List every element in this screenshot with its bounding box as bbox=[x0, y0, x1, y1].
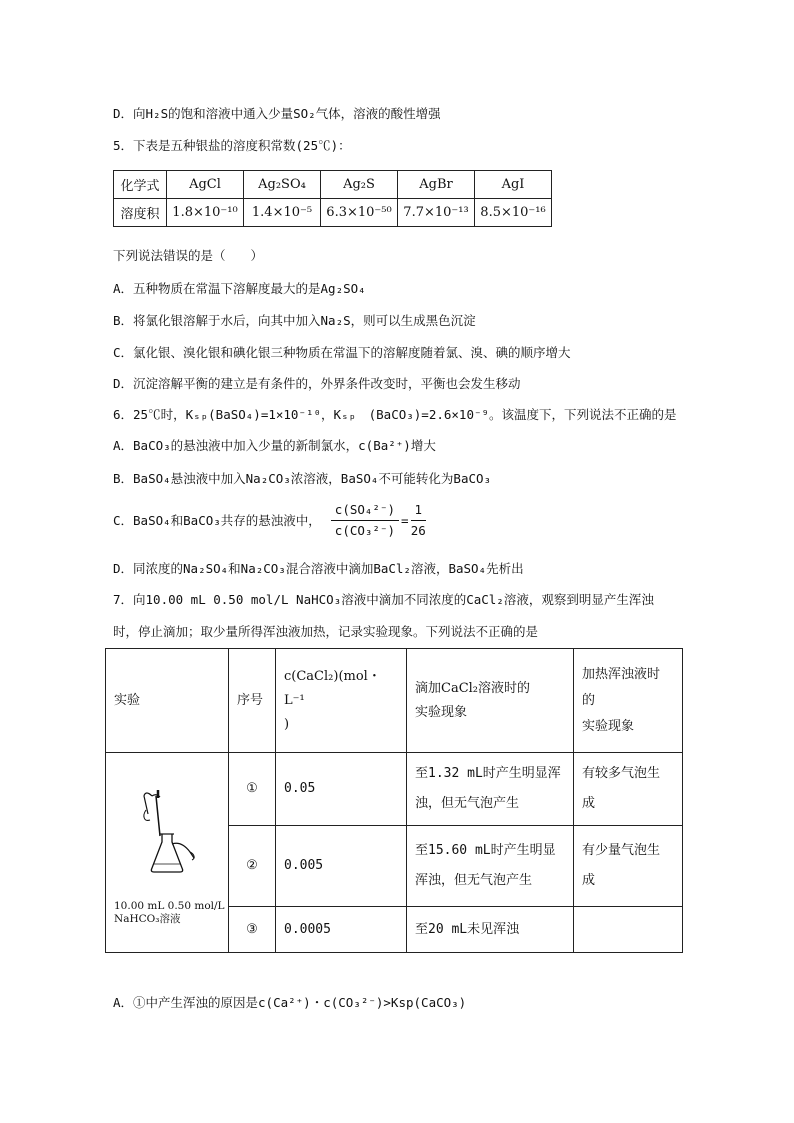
row-concentration: 0.005 bbox=[276, 826, 407, 907]
table-cell: 化学式 bbox=[114, 171, 167, 199]
table-row bbox=[114, 171, 552, 199]
fraction-numerator: c(SO₄²⁻) bbox=[331, 500, 399, 521]
header-heat-line: 的 bbox=[582, 692, 596, 708]
row-drip-line: 至15.60 mL时产生明显 bbox=[415, 843, 556, 858]
fraction-denominator: 26 bbox=[410, 523, 426, 538]
row-drip-line: 至1.32 mL时产生明显浑 bbox=[415, 766, 561, 781]
q6-stem: 6．25℃时，Kₛₚ(BaSO₄)=1×10⁻¹⁰，Kₛₚ (BaCO₃)=2.6×10⁻⁹。该温度下，下列说法不正确的是 bbox=[113, 407, 677, 422]
figure-label-1: 10.00 mL 0.50 mol/L bbox=[114, 899, 225, 912]
equals-sign: = bbox=[401, 512, 409, 528]
table-row bbox=[106, 649, 683, 753]
table-cell: 1.8×10⁻¹⁰ bbox=[167, 199, 244, 227]
table-cell: 6.3×10⁻⁵⁰ bbox=[321, 199, 398, 227]
q6-option-c-prefix: C．BaSO₄和BaCO₃共存的悬浊液中， bbox=[113, 512, 321, 528]
row-heat-phenomenon bbox=[574, 826, 683, 907]
row-drip-line: 浊，但无气泡产生 bbox=[415, 796, 520, 811]
apparatus-figure-cell bbox=[106, 753, 229, 953]
q5-option-a: A．五种物质在常温下溶解度最大的是Ag₂SO₄ bbox=[113, 281, 366, 296]
table-cell: 8.5×10⁻¹⁶ bbox=[475, 199, 552, 227]
fraction-numerator: 1 bbox=[411, 500, 427, 521]
row-concentration: 0.0005 bbox=[276, 907, 407, 953]
table-row bbox=[114, 199, 552, 227]
row-heat-phenomenon bbox=[574, 907, 683, 953]
row-number: ① bbox=[229, 753, 276, 826]
table-cell: Ag₂S bbox=[321, 171, 398, 199]
row-number: ② bbox=[229, 826, 276, 907]
row-drip-phenomenon: 至20 mL未见浑浊 bbox=[407, 907, 574, 953]
q7-stem-line2: 时，停止滴加；取少量所得浑浊液加热，记录实验现象。下列说法不正确的是 bbox=[113, 624, 539, 639]
table-cell: AgBr bbox=[398, 171, 475, 199]
q4-option-d: D．向H₂S的饱和溶液中通入少量SO₂气体，溶液的酸性增强 bbox=[113, 106, 441, 121]
q7-stem-line1: 7．向10.00 mL 0.50 mol/L NaHCO₃溶液中滴加不同浓度的CaCl₂溶液，观察到明显产生浑浊 bbox=[113, 592, 654, 607]
q6-option-b: B．BaSO₄悬浊液中加入Na₂CO₃浓溶液，BaSO₄不可能转化为BaCO₃ bbox=[113, 471, 492, 486]
header-experiment: 实验 bbox=[106, 649, 229, 753]
row-heat-line: 成 bbox=[582, 873, 596, 888]
figure-label-2: NaHCO₃溶液 bbox=[114, 912, 181, 925]
table-cell: 7.7×10⁻¹³ bbox=[398, 199, 475, 227]
q5-option-b: B．将氯化银溶解于水后，向其中加入Na₂S，则可以生成黑色沉淀 bbox=[113, 313, 476, 328]
row-heat-line: 有较多气泡生 bbox=[582, 766, 661, 781]
header-concentration bbox=[276, 649, 407, 753]
q5-stem: 下列说法错误的是（ ） bbox=[113, 248, 264, 263]
experiment-table bbox=[105, 648, 683, 953]
header-heat-line: 实验现象 bbox=[582, 718, 635, 734]
concentration-ratio-fraction bbox=[331, 500, 399, 541]
q6-option-d: D．同浓度的Na₂SO₄和Na₂CO₃混合溶液中滴加BaCl₂溶液，BaSO₄先析出 bbox=[113, 561, 524, 576]
row-drip-phenomenon bbox=[407, 826, 574, 907]
row-drip-phenomenon bbox=[407, 753, 574, 826]
table-cell: AgCl bbox=[167, 171, 244, 199]
row-concentration: 0.05 bbox=[276, 753, 407, 826]
q5-intro: 5．下表是五种银盐的溶度积常数(25℃)： bbox=[113, 138, 351, 153]
header-drip-line: 实验现象 bbox=[415, 704, 468, 720]
row-drip-line: 浑浊，但无气泡产生 bbox=[415, 873, 533, 888]
row-heat-phenomenon bbox=[574, 753, 683, 826]
row-heat-line: 成 bbox=[582, 796, 596, 811]
header-concentration-line: c(CaCl₂)(mol・L⁻¹ bbox=[284, 668, 381, 708]
table-cell: 1.4×10⁻⁵ bbox=[244, 199, 321, 227]
header-heat-line: 加热浑浊液时 bbox=[582, 666, 661, 682]
header-concentration-line: ) bbox=[284, 716, 290, 732]
q5-option-c: C．氯化银、溴化银和碘化银三种物质在常温下的溶解度随着氯、溴、碘的顺序增大 bbox=[113, 345, 571, 360]
ksp-table bbox=[113, 170, 552, 227]
row-heat-line: 有少量气泡生 bbox=[582, 843, 661, 858]
header-drip-phenomenon bbox=[407, 649, 574, 753]
table-row bbox=[106, 753, 683, 826]
header-drip-line: 滴加CaCl₂溶液时的 bbox=[415, 680, 531, 696]
fraction-denominator: c(CO₃²⁻) bbox=[334, 523, 396, 538]
table-cell: AgI bbox=[475, 171, 552, 199]
q6-option-a: A．BaCO₃的悬浊液中加入少量的新制氯水，c(Ba²⁺)增大 bbox=[113, 438, 436, 453]
table-cell: 溶度积 bbox=[114, 199, 167, 227]
row-number: ③ bbox=[229, 907, 276, 953]
flask-dropper-icon bbox=[108, 780, 226, 900]
header-heat-phenomenon bbox=[574, 649, 683, 753]
q5-option-d: D．沉淀溶解平衡的建立是有条件的，外界条件改变时，平衡也会发生移动 bbox=[113, 376, 521, 391]
table-cell: Ag₂SO₄ bbox=[244, 171, 321, 199]
header-number: 序号 bbox=[229, 649, 276, 753]
q7-option-a: A．①中产生浑浊的原因是c(Ca²⁺)・c(CO₃²⁻)>Ksp(CaCO₃) bbox=[113, 995, 467, 1010]
q6-option-c bbox=[113, 500, 426, 541]
ratio-value-fraction bbox=[411, 500, 427, 541]
